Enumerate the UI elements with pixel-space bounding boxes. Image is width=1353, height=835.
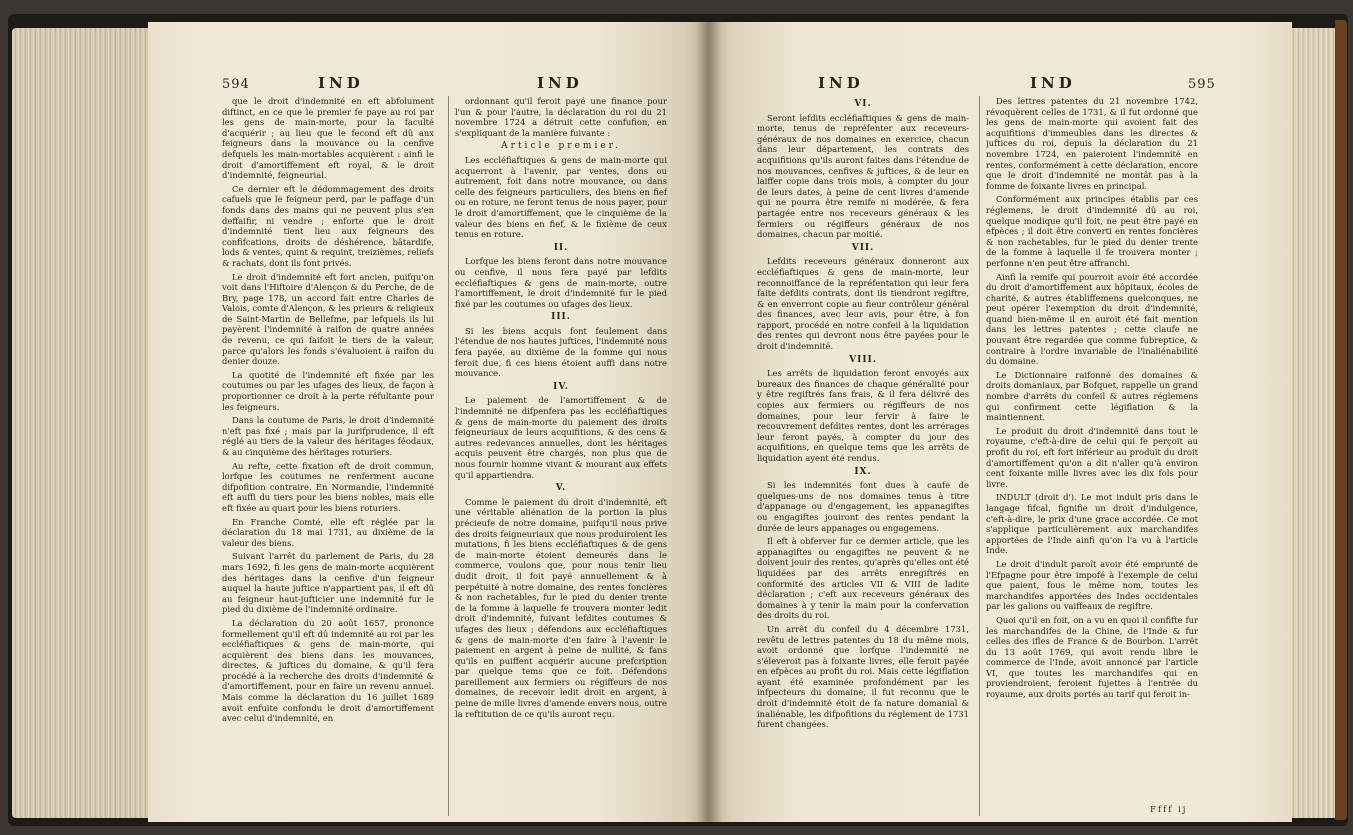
right-column-2 <box>986 96 1198 816</box>
left-column-2 <box>455 96 667 816</box>
book-gutter <box>696 22 722 822</box>
paragraph: Comme le paiement du droit d'indemnité, eft une véritable aliénation de la portion la plus précieufe de notre domaine, puifqu'il nous prive des droits feigneuriaux que nous produiroient les mutations, fi les biens eccléfiaftiques & de gens de main-morte étoient demeurés dans le commerce, voulons que, pour nous tenir lieu dudit droit, il foit payé annuellement & à perpétuité à notre domaine, des rentes foncières & non rachetables, fur le pied du denier trente de la fomme à laquelle fe trouvera monter ledit droit d'indemnité, fuivant lefdites coutumes & ufages des lieux ; défendons aux eccléfiaftiques & gens de main-morte d'en faire à l'avenir le paiement en argent à peine de nullité, & fans qu'ils en puiffent acquérir aucune prefcription par quelque tems que ce foit. Défendons pareillement aux fermiers ou régiffeurs de nos domaines, de recevoir ledit droit en argent, à peine de mille livres d'amende envers nous, outre la reftitution de ce qu'ils auront reçu. <box>455 496 667 719</box>
paragraph: Le droit d'indult paroît avoir été emprunté de l'Efpagne pour être impofé à l'exemple de celui que paient, fous le même nom, toutes les marchandifes apportées des Indes occidentales par les galions ou vaiffeaux de regiftre. <box>986 558 1198 612</box>
paragraph: Les eccléfiaftiques & gens de main-morte qui acquerront à l'avenir, par ventes, dons ou autrement, foit dans notre mouvance, ou dans celle des feigneurs particuliers, des biens en fief ou en roture, ne feront tenus de nous payer, pour le droit d'amortiffement, que le cinquième de la valeur des biens en fief, & le fixième de ceux tenus en roture. <box>455 154 667 240</box>
article-number: VII. <box>851 242 875 253</box>
paragraph: Suivant l'arrêt du parlement de Paris, du 28 mars 1692, fi les gens de main-morte acquièrent des héritages dans la cenfive d'un feigneur auquel la haute juftice n'appartient pas, il eft dû au feigneur haut-jufticier une indemnité fur le pied du dixième de l'indemnité ordinaire. <box>222 551 434 615</box>
article-heading: Article premier. <box>501 141 621 152</box>
right-page-number: 595 <box>1188 77 1216 92</box>
paragraph: Le Dictionnaire raifonné des domaines & droits domaniaux, par Bofquet, rappelle un grand nombre d'arrêts du confeil & autres réglemens qui confirment cette légiflation & la maintiennent. <box>986 369 1198 423</box>
paragraph: Lefdits receveurs généraux donneront aux eccléfiaftiques & gens de main-morte, leur reconnoiffance de la repréfentation qui leur fera faite defdits contrats, dont ils tiendront regiftre, & en enverront copie au fieur contrôleur général des finances, avec leur avis, pour être, à fon rapport, procédé en notre confeil à la liquidation des rentes qui devront nous être payées pour le droit d'indemnité. <box>757 256 969 352</box>
left-headword-1: IND <box>318 74 364 92</box>
left-headword-2: IND <box>537 74 583 92</box>
left-column-1 <box>222 96 434 816</box>
paragraph: Ainfi la remife qui pourroit avoir été accordée du droit d'amortiffement aux hôpitaux, écoles de charité, & autres établiffemens quelconques, ne peut opérer l'exemption du droit d'indemnité, quand bien-même il en auroit été fait mention dans les lettres patentes ; cette claufe ne pouvant être regardée que comme fubreptice, & contraire à l'ordre invariable de l'inaliénabilité du domaine. <box>986 271 1198 367</box>
paragraph: Les arrêts de liquidation feront envoyés aux bureaux des finances de chaque généralité pour y être regiftrés fans frais, & il fera délivré des copies aux fermiers ou régiffeurs de nos domaines, pour leur fervir à faire le recouvrement defdites rentes, dont les arrérages leur feront payés, à compter du jour des acquifitions, en quelque tems que les arrêts de liquidation ayent été rendus. <box>757 368 969 463</box>
page-edges-left <box>12 28 150 818</box>
paragraph: La déclaration du 20 août 1657, prononce formellement qu'il eft dû indemnité au roi par les eccléfiaftiques & gens de main-morte, qui acquièrent des biens dans les mouvances, directes, & juftices du domaine, & qu'il fera procédé à la recherche des droits d'indemnité & d'amortiffement, pour en faire un revenu annuel. Mais comme la déclaration du 16 juillet 1689 avoit enfuite confondu le droit d'amortiffement avec celui d'indemnité, en <box>222 617 434 724</box>
paragraph: INDULT (droit d'). Le mot indult pris dans le langage fifcal, fignifie un droit d'indulgence, c'eft-à-dire, le prix d'une grace accordée. Ce mot s'applique particulièrement aux marchandifes apportées de l'Inde ainfi qu'on l'a vu à l'article Inde. <box>986 492 1198 556</box>
paragraph: En Franche Comté, elle eft réglée par la déclaration du 18 mai 1731, au dixième de la valeur des biens. <box>222 516 434 548</box>
article-number: III. <box>551 312 571 323</box>
article-number: IX. <box>854 466 872 477</box>
column-rule <box>448 96 449 816</box>
article-number: IV. <box>553 381 569 392</box>
right-headword-1: IND <box>818 74 864 92</box>
article-number: VIII. <box>849 354 877 365</box>
paragraph: Un arrêt du confeil du 4 décembre 1731, revêtu de lettres patentes du 18 du même mois, avoit ordonné que lorfque l'indemnité ne s'éleveroit pas à foixante livres, elle feroit payée en efpèces au profit du roi. Mais cette légiflation ayant été examinée profondément par les infpecteurs du domaine, il fut reconnu que le droit d'indemnité étoit de fa nature domanial & inaliénable, les difpofitions du réglement de 1731 furent changées. <box>757 623 969 730</box>
paragraph: Si les indemnités font dues à caufe de quelques-uns de nos domaines tenus à titre d'appanage ou d'engagement, les appanagiftes ou engagiftes jouiront des rentes pendant la durée de leurs appanages ou engagemens. <box>757 480 969 533</box>
right-headword-2: IND <box>1030 74 1076 92</box>
paragraph: Le paiement de l'amortiffement & de l'indemnité ne difpenfera pas les eccléfiaftiques & gens de main-morte du paiement des droits feigneuriaux de leurs acquifitions, & des cens & autres redevances annuelles, dont les héritages acquis peuvent être chargés, non plus que de nous fournir homme vivant & mourant aux effets qu'il appartiendra. <box>455 395 667 480</box>
signature-mark: Ffff ij <box>1150 805 1188 815</box>
paragraph: Dans la coutume de Paris, le droit d'indemnité n'eft pas fixé ; mais par la jurifprudence, il eft réglé au tiers de la valeur des héritages féodaux, & au cinquième des héritages roturiers. <box>222 415 434 457</box>
paragraph: Ce dernier eft le dédommagement des droits cafuels que le feigneur perd, par le paffage d'un fonds dans des mains qui ne peuvent plus s'en deffaifir, ni vendre ; enforte que le droit d'indemnité tient lieu aux feigneurs des confifcations, droits de déshérence, bâtardife, lods & ventes, quint & requint, treizièmes, reliefs & rachats, dont ils font privés. <box>222 183 434 268</box>
paragraph: Si les biens acquis font feulement dans l'étendue de nos hautes juftices, l'indemnité nous fera payée, au dixième de la fomme qui nous feroit due, fi ces biens étoient auffi dans notre mouvance. <box>455 325 667 379</box>
paragraph: ordonnant qu'il feroit payé une finance pour l'un & pour l'autre, la déclaration du roi du 21 novembre 1724 a détruit cette confufion, en s'expliquant de la manière fuivante : <box>455 96 667 138</box>
paragraph: Il eft à obferver fur ce dernier article, que les appanagiftes ou engagiftes ne peuvent & ne doivent jouir des rentes, qu'après qu'elles ont été liquidées par des arrêts enregiftrés en conformité des articles VII & VIII de ladite déclaration ; c'eft aux receveurs généraux des domaines à y tenir la main pour la confervation des droits du roi. <box>757 536 969 621</box>
page-edges-right <box>1290 28 1340 818</box>
paragraph: Au refte, cette fixation eft de droit commun, lorfque les coutumes ne renferment aucune difpofition contraire. En Normandie, l'indemnité eft auffi du tiers pour les biens nobles, mais elle eft fixée au quart pour les biens roturiers. <box>222 460 434 513</box>
article-number: VI. <box>854 99 872 109</box>
paragraph: Le droit d'indemnité eft fort ancien, puifqu'on voit dans l'Hiftoire d'Alençon & du Perche, de de Bry, page 178, un accord fait entre Charles de Valois, comte d'Alençon, & les prieurs & religieux de Saint-Martin de Bellefme, par lefquels ils lui payèrent l'indemnité à raifon de quatre années de revenu, ce qui faifoit le tiers de la valeur, parce qu'alors les fonds s'évaluoient à raifon du denier douze. <box>222 271 434 367</box>
paragraph: Seront lefdits eccléfiaftiques & gens de main-morte, tenus de repréfenter aux receveurs-généraux de nos domaines en exercice, chacun dans leur département, les contrats des acquifitions qu'ils auront faites dans l'étendue de nos mouvances, cenfives & juftices, & de leur en laiffer copie dans trois mois, à compter du jour de leurs dates, à peine de cent livres d'amende qui ne pourra être remife ni modérée, & fera partagée entre nos receveurs généraux & les fermiers ou régiffeurs généraux de nos domaines, chacun par moitié. <box>757 112 969 240</box>
paragraph: Le produit du droit d'indemnité dans tout le royaume, c'eft-à-dire de celui qui fe perçoit au profit du roi, eft fort inférieur au produit du droit d'amortiffement qu'on a dit n'aller qu'à environ cent foixante mille livres avec les dix fols pour livre. <box>986 425 1198 489</box>
left-page-header <box>222 74 250 92</box>
paragraph: Conformément aux principes établis par ces réglemens, le droit d'indemnité dû au roi, quelque modique qu'il foit, ne peut être payé en efpèces ; il doit être converti en rentes foncières & non rachetables, fur le pied du denier trente de la fomme à laquelle il fe trouvera monter ; perfonne n'en peut être affranchi. <box>986 194 1198 268</box>
article-number: V. <box>555 483 567 494</box>
right-column-1 <box>757 96 969 816</box>
article-number: II. <box>553 242 569 253</box>
paragraph: Lorfque les biens feront dans notre mouvance ou cenfive, il nous fera payé par lefdits eccléfiaftiques & gens de main-morte, outre l'amortiffement, le droit d'indemnité fur le pied fixé par les coutumes ou ufages des lieux. <box>455 256 667 309</box>
column-rule <box>979 96 980 816</box>
left-page-number: 594 <box>222 77 250 92</box>
paragraph: Des lettres patentes du 21 novembre 1742, révoquèrent celles de 1731, & il fut ordonné que les gens de main-morte qui avoient fait des acquifitions d'immeubles dans les directes & juftices du roi, depuis la déclaration du 21 novembre 1724, en paieroient l'indemnité en rentes, conformément à cette déclaration, encore que le droit d'indemnité ne montât pas à la fomme de foixante livres en principal. <box>986 96 1198 191</box>
cover-edge <box>1335 20 1347 820</box>
right-page-header <box>1188 74 1216 92</box>
paragraph: Quoi qu'il en foit, on a vu en quoi il confifte fur les marchandifes de la Chine, de l'Inde & fur celles des ifles de France & de Bourbon. L'arrêt du 13 août 1769, qui avoit rendu libre le commerce de l'Inde, avoit annoncé par l'article VI, que toutes les marchandifes qui en proviendroient, feroient fujettes à l'entrée du royaume, aux droits portés au tarif qui feroit in- <box>986 614 1198 700</box>
paragraph: que le droit d'indemnité en eft abfolument diftinct, en ce que le premier fe paye au roi par les gens de main-morte, pour la faculté d'acquérir ; au lieu que le fecond eft dû aux feigneurs dans la mouvance ou la cenfive defquels les main-mortables acquièrent : ainfi le droit d'amortiffement eft royal, & le droit d'indemnité, feigneurial. <box>222 96 434 181</box>
paragraph: La quotité de l'indemnité eft fixée par les coutumes ou par les ufages des lieux, de façon à proportionner ce droit à la perte réfultante pour les feigneurs. <box>222 369 434 412</box>
